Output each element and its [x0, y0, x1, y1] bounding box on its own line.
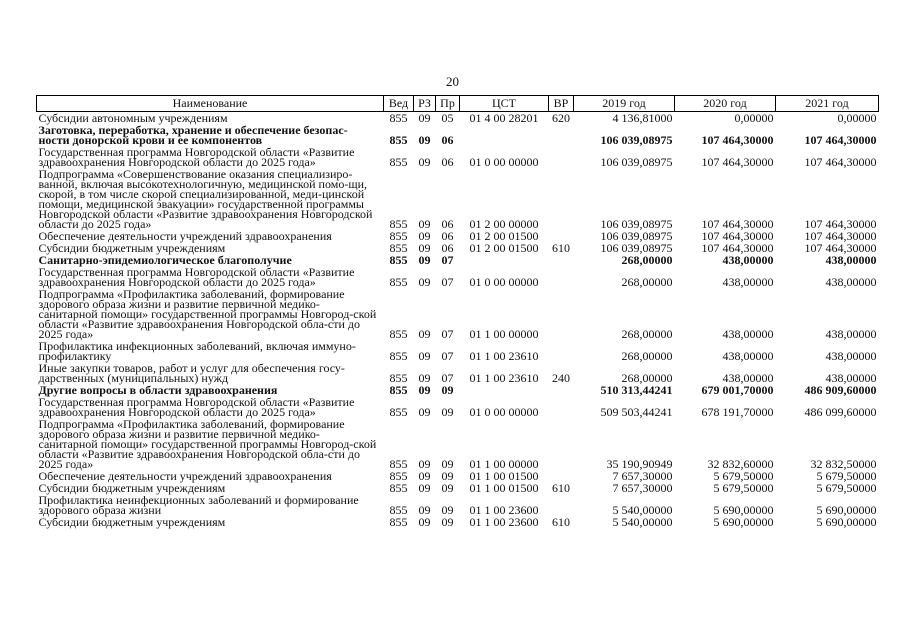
col-header-2020: 2020 год: [675, 96, 776, 112]
cell-name: Заготовка, переработка, хранение и обеспечение безопас-ности донорской крови и ее компонентов: [38, 123, 348, 147]
cell-2020: 5 690,00000: [713, 515, 774, 529]
cell-ved: 855: [389, 481, 408, 495]
cell-rz: 09: [418, 503, 431, 517]
cell-cst: 01 0 00 00000: [469, 275, 539, 289]
cell-2021: 5 679,50000: [816, 481, 877, 495]
cell-pr: 07: [441, 371, 454, 385]
cell-2019: 509 503,44241: [600, 405, 673, 419]
cell-ved: 855: [389, 111, 408, 125]
cell-2021: 486 909,60000: [804, 383, 877, 397]
cell-vr: [549, 254, 574, 266]
cell-2021: 107 464,30000: [804, 229, 877, 243]
cell-2021: 107 464,30000: [804, 133, 877, 147]
cell-2021: 5 690,00000: [816, 515, 877, 529]
cell-ved: 855: [389, 229, 408, 243]
cell-cst: 01 1 00 01500: [469, 481, 539, 495]
cell-pr: 06: [441, 229, 454, 243]
cell-rz: 09: [418, 111, 431, 125]
cell-rz: 09: [418, 481, 431, 495]
cell-name: Субсидии бюджетным учреждениям: [38, 515, 226, 529]
cell-ved: 855: [389, 515, 408, 529]
cell-vr: [549, 288, 574, 340]
cell-pr: 09: [441, 515, 454, 529]
cell-pr: 06: [441, 241, 454, 255]
cell-vr: 240: [552, 371, 570, 385]
cell-name: Субсидии бюджетным учреждениям: [38, 481, 226, 495]
table-row: [37, 146, 879, 168]
cell-2021: 486 099,60000: [804, 405, 877, 419]
cell-cst: 01 1 00 23610: [469, 371, 539, 385]
cell-name: Государственная программа Новгородской области «Развитие здравоохранения Новгородской области до 2025 года»: [38, 395, 355, 419]
cell-2019: 5 540,00000: [612, 503, 673, 517]
cell-2020: 107 464,30000: [701, 155, 774, 169]
cell-pr: 06: [441, 133, 454, 147]
cell-pr: 05: [441, 111, 454, 125]
cell-name: Обеспечение деятельности учреждений здравоохранения: [38, 469, 332, 483]
cell-cst: 01 2 00 01500: [469, 229, 539, 243]
cell-rz: 09: [418, 133, 431, 147]
cell-pr: 07: [441, 253, 454, 267]
cell-rz: 09: [418, 217, 431, 231]
cell-ved: 855: [389, 253, 408, 267]
cell-cst: 01 2 00 01500: [469, 241, 539, 255]
table-body: [37, 112, 879, 529]
table-row: [37, 396, 879, 418]
cell-pr: 06: [441, 155, 454, 169]
cell-vr: 610: [552, 515, 570, 529]
cell-name: Профилактика инфекционных заболеваний, включая иммуно-профилактику: [38, 339, 356, 363]
cell-ved: 855: [389, 133, 408, 147]
cell-vr: [549, 396, 574, 418]
cell-2019: 106 039,08975: [600, 217, 673, 231]
cell-2019: 7 657,30000: [612, 481, 673, 495]
col-header-cst: ЦСТ: [460, 96, 549, 112]
cell-ved: 855: [389, 469, 408, 483]
cell-2019: 106 039,08975: [600, 133, 673, 147]
cell-2021: 438,00000: [825, 275, 877, 289]
page-number: 20: [446, 74, 459, 89]
cell-2021: 5 679,50000: [816, 469, 877, 483]
cell-2019: 268,00000: [621, 275, 673, 289]
cell-2020: 678 191,70000: [701, 405, 774, 419]
cell-vr: [549, 340, 574, 362]
table-row: [37, 516, 879, 528]
table-row: [37, 288, 879, 340]
cell-2020: 107 464,30000: [701, 229, 774, 243]
cell-pr: 09: [441, 481, 454, 495]
cell-ved: 855: [389, 371, 408, 385]
cell-cst: 01 4 00 28201: [469, 111, 539, 125]
cell-rz: 09: [418, 229, 431, 243]
cell-cst: 01 1 00 23610: [469, 349, 539, 363]
cell-2020: 438,00000: [722, 371, 774, 385]
col-header-ved: Вед: [384, 96, 414, 112]
cell-ved: 855: [389, 383, 408, 397]
cell-pr: 09: [441, 503, 454, 517]
cell-ved: 855: [389, 349, 408, 363]
cell-cst: 01 1 00 01500: [469, 469, 539, 483]
cell-name: Субсидии автономным учреждениям: [38, 111, 228, 125]
cell-ved: 855: [389, 241, 408, 255]
cell-pr: 09: [441, 457, 454, 471]
cell-vr: 610: [552, 481, 570, 495]
cell-2021: 0,00000: [837, 111, 877, 125]
cell-pr: 07: [441, 327, 454, 341]
budget-table: [36, 95, 879, 528]
cell-ved: 855: [389, 217, 408, 231]
cell-2019: 268,00000: [621, 371, 673, 385]
cell-rz: 09: [418, 327, 431, 341]
cell-2019: 268,00000: [621, 253, 673, 267]
cell-2020: 438,00000: [722, 327, 774, 341]
cell-rz: 09: [418, 253, 431, 267]
cell-rz: 09: [418, 275, 431, 289]
cell-vr: 620: [552, 111, 570, 125]
cell-2020: 438,00000: [722, 253, 774, 267]
cell-ved: 855: [389, 327, 408, 341]
cell-rz: 09: [418, 241, 431, 255]
cell-cst: 01 2 00 00000: [469, 217, 539, 231]
cell-vr: [549, 266, 574, 288]
cell-2019: 7 657,30000: [612, 469, 673, 483]
cell-vr: [549, 384, 574, 396]
cell-2021: 438,00000: [825, 349, 877, 363]
cell-2021: 107 464,30000: [804, 217, 877, 231]
cell-2019: 5 540,00000: [612, 515, 673, 529]
cell-name: Подпрограмма «Профилактика заболеваний, формирование здорового образа жизни и развитие первичной медико-санитарной помощи» государственной программы Новгород-ской области «Развитие здравоохранения Новгородской обла-сти до 2025 года»: [38, 417, 377, 471]
table-row: [37, 362, 879, 384]
cell-vr: [549, 418, 574, 470]
cell-2020: 0,00000: [734, 111, 774, 125]
table-row: [37, 266, 879, 288]
cell-2019: 35 190,90949: [606, 457, 673, 471]
cell-rz: 09: [418, 457, 431, 471]
cell-2020: 5 690,00000: [713, 503, 774, 517]
table-row: [37, 340, 879, 362]
cell-2021: 438,00000: [825, 327, 877, 341]
col-header-vr: ВР: [549, 96, 574, 112]
cell-pr: 09: [441, 383, 454, 397]
cell-vr: 610: [552, 241, 570, 255]
cell-2019: 510 313,44241: [600, 383, 673, 397]
cell-ved: 855: [389, 275, 408, 289]
table-row: [37, 124, 879, 146]
cell-pr: 09: [441, 469, 454, 483]
cell-vr: [549, 168, 574, 230]
col-header-2019: 2019 год: [574, 96, 675, 112]
table-row: [37, 418, 879, 470]
cell-2020: 5 679,50000: [713, 469, 774, 483]
col-header-name: Наименование: [37, 96, 384, 112]
cell-2020: 438,00000: [722, 275, 774, 289]
cell-pr: 09: [441, 405, 454, 419]
cell-cst: 01 0 00 00000: [469, 155, 539, 169]
cell-2021: 107 464,30000: [804, 241, 877, 255]
col-header-pr: Пр: [436, 96, 460, 112]
table-row: [37, 494, 879, 516]
cell-cst: [460, 384, 549, 396]
cell-ved: 855: [389, 457, 408, 471]
col-header-rz: РЗ: [414, 96, 436, 112]
cell-cst: [460, 254, 549, 266]
cell-2021: 32 832,50000: [810, 457, 877, 471]
cell-rz: 09: [418, 349, 431, 363]
table-row: [37, 168, 879, 230]
cell-pr: 07: [441, 275, 454, 289]
cell-2019: 4 136,81000: [612, 111, 673, 125]
cell-2019: 106 039,08975: [600, 241, 673, 255]
cell-2019: 106 039,08975: [600, 155, 673, 169]
cell-2019: 106 039,08975: [600, 229, 673, 243]
cell-cst: 01 1 00 23600: [469, 515, 539, 529]
cell-name: Государственная программа Новгородской области «Развитие здравоохранения Новгородской области до 2025 года»: [38, 145, 355, 169]
cell-name: Обеспечение деятельности учреждений здравоохранения: [38, 229, 332, 243]
cell-2020: 32 832,60000: [707, 457, 774, 471]
cell-ved: 855: [389, 405, 408, 419]
cell-name: Государственная программа Новгородской области «Развитие здравоохранения Новгородской области до 2025 года»: [38, 265, 355, 289]
cell-2020: 107 464,30000: [701, 241, 774, 255]
cell-pr: 06: [441, 217, 454, 231]
table-header-row: [37, 96, 879, 112]
cell-2019: 268,00000: [621, 349, 673, 363]
cell-2020: 107 464,30000: [701, 133, 774, 147]
cell-name: Другие вопросы в области здравоохранения: [38, 383, 278, 397]
cell-vr: [549, 494, 574, 516]
cell-vr: [549, 124, 574, 146]
cell-rz: 09: [418, 383, 431, 397]
cell-name: Санитарно-эпидемиологическое благополучие: [38, 253, 292, 267]
cell-cst: 01 0 00 00000: [469, 405, 539, 419]
cell-cst: 01 1 00 00000: [469, 327, 539, 341]
cell-2021: 438,00000: [825, 253, 877, 267]
col-header-2021: 2021 год: [776, 96, 879, 112]
cell-cst: [460, 124, 549, 146]
cell-2020: 438,00000: [722, 349, 774, 363]
cell-pr: 07: [441, 349, 454, 363]
cell-2021: 107 464,30000: [804, 155, 877, 169]
cell-rz: 09: [418, 405, 431, 419]
cell-cst: 01 1 00 00000: [469, 457, 539, 471]
cell-2020: 5 679,50000: [713, 481, 774, 495]
cell-2020: 107 464,30000: [701, 217, 774, 231]
cell-2020: 679 001,70000: [701, 383, 774, 397]
cell-name: Подпрограмма «Совершенствование оказания специализиро-ванной, включая высокотехнологичную, медицинской помо-щи, скорой, в том числе скорой специализированной, меди-цинской помощи, медицинской эвакуации» государственной программы Новгородской области «Развитие здравоохранения Новгородской области до 2025 года»: [38, 167, 373, 231]
cell-ved: 855: [389, 155, 408, 169]
cell-name: Иные закупки товаров, работ и услуг для обеспечения госу-дарственных (муниципальных) нужд: [38, 361, 345, 385]
cell-rz: 09: [418, 515, 431, 529]
cell-2019: 268,00000: [621, 327, 673, 341]
cell-2021: 438,00000: [825, 371, 877, 385]
cell-name: Субсидии бюджетным учреждениям: [38, 241, 226, 255]
cell-cst: 01 1 00 23600: [469, 503, 539, 517]
cell-name: Профилактика неинфекционных заболеваний и формирование здорового образа жизни: [38, 493, 359, 517]
cell-rz: 09: [418, 371, 431, 385]
cell-vr: [549, 146, 574, 168]
cell-name: Подпрограмма «Профилактика заболеваний, формирование здорового образа жизни и развитие первичной медико-санитарной помощи» государственной программы Новгород-ской области «Развитие здравоохранения Новгородской обла-сти до 2025 года»: [38, 287, 377, 341]
cell-rz: 09: [418, 469, 431, 483]
cell-rz: 09: [418, 155, 431, 169]
cell-ved: 855: [389, 503, 408, 517]
cell-2021: 5 690,00000: [816, 503, 877, 517]
